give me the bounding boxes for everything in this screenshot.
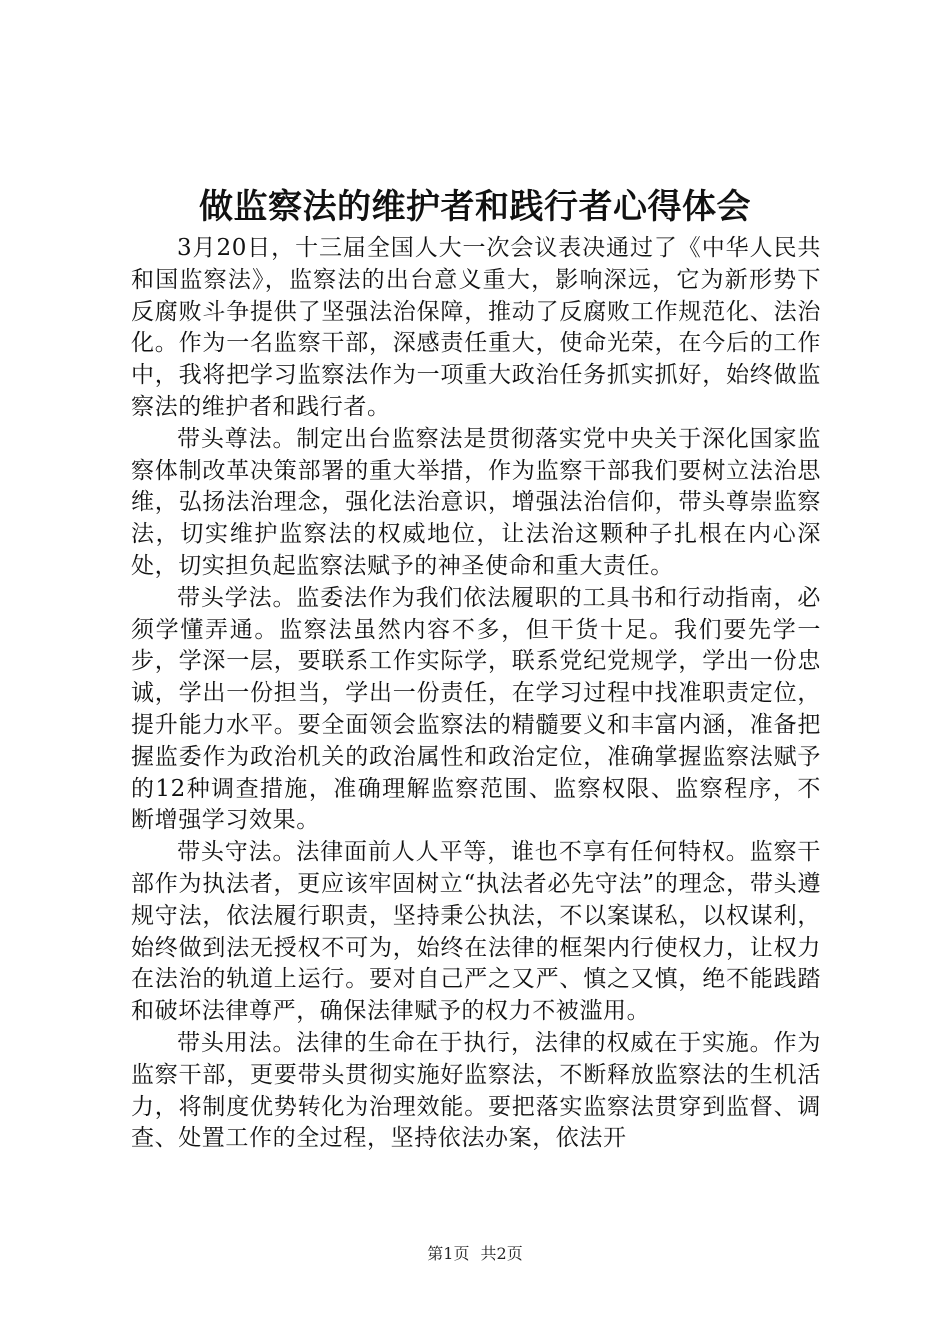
page-footer bbox=[0, 1243, 950, 1265]
document-body bbox=[131, 233, 821, 1155]
document-title: 做监察法的维护者和践行者心得体会 bbox=[199, 187, 751, 227]
paragraph-apply-law: 带头用法。法律的生命在于执行，法律的权威在于实施。作为监察干部，更要带头贯彻实施好监察法，不断释放监察法的生机活力，将制度优势转化为治理效能。要把落实监察法贯穿到监督、调查、处置工作的全过程，坚持依法办案，依法开 bbox=[131, 1029, 821, 1152]
paragraph-study-law: 带头学法。监委法作为我们依法履职的工具书和行动指南，必须学懂弄通。监察法虽然内容不多，但干货十足。我们要先学一步，学深一层，要联系工作实际学，联系党纪党规学，学出一份忠诚，学出一份担当，学出一份责任，在学习过程中找准职责定位，提升能力水平。要全面领会监察法的精髓要义和丰富内涵，准备把握监委作为政治机关的政治属性和政治定位，准确掌握监察法赋予的12种调查措施，准确理解监察范围、监察权限、监察程序，不断增强学习效果。 bbox=[131, 584, 821, 834]
paragraph-obey-law: 带头守法。法律面前人人平等，谁也不享有任何特权。监察干部作为执法者，更应该牢固树立“执法者必先守法”的理念，带头遵规守法，依法履行职责，坚持秉公执法，不以案谋私，以权谋利，始终做到法无授权不可为，始终在法律的框架内行使权力，让权力在法治的轨道上运行。要对自己严之又严、慎之又慎，绝不能践踏和破坏法律尊严，确保法律赋予的权力不被滥用。 bbox=[131, 839, 821, 1025]
paragraph-intro: 3月20日，十三届全国人大一次会议表决通过了《中华人民共和国监察法》，监察法的出台意义重大，影响深远，它为新形势下反腐败斗争提供了坚强法治保障，推动了反腐败工作规范化、法治化。作为一名监察干部，深感责任重大，使命光荣，在今后的工作中，我将把学习监察法作为一项重大政治任务抓实抓好，始终做监察法的维护者和践行者。 bbox=[131, 235, 821, 420]
page-number: 第1页 bbox=[427, 1244, 470, 1263]
paragraph-respect-law: 带头尊法。制定出台监察法是贯彻落实党中央关于深化国家监察体制改革决策部署的重大举措，作为监察干部我们要树立法治思维，弘扬法治理念，强化法治意识，增强法治信仰，带头尊崇监察法，切实维护监察法的权威地位，让法治这颗种子扎根在内心深处，切实担负起监察法赋予的神圣使命和重大责任。 bbox=[131, 425, 821, 579]
page-total: 共2页 bbox=[480, 1244, 523, 1263]
